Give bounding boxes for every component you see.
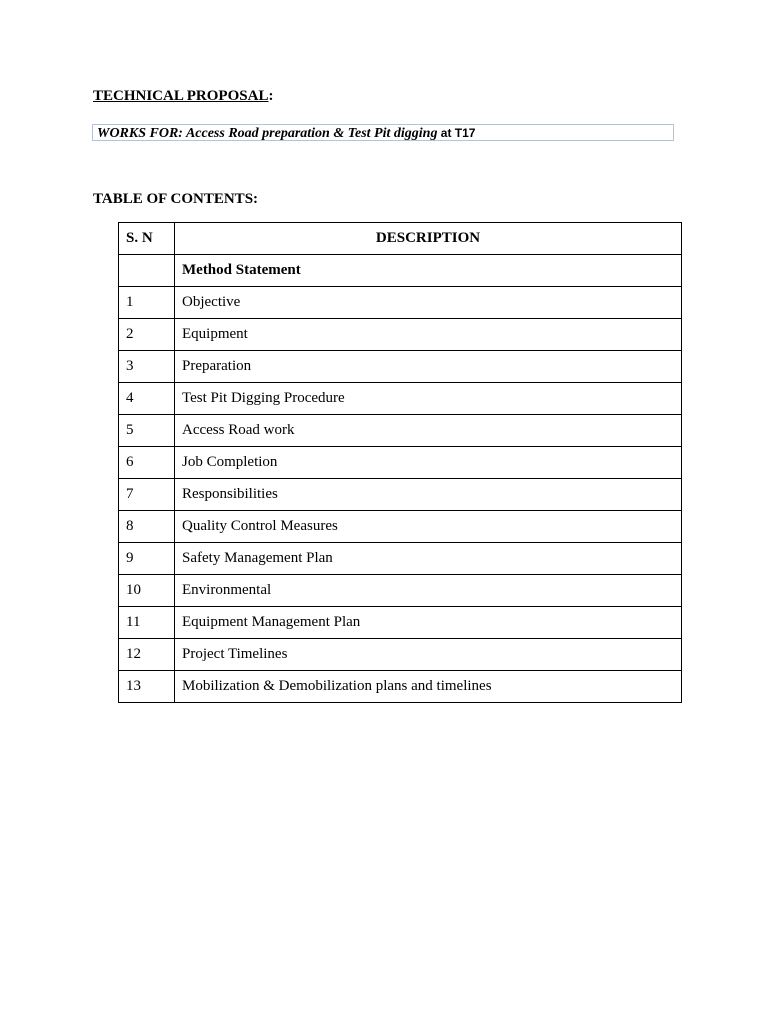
table-row	[119, 415, 682, 447]
table-row	[119, 479, 682, 511]
table-row	[119, 607, 682, 639]
toc-row-sn: 13	[119, 671, 175, 703]
toc-row-description: Test Pit Digging Procedure	[175, 383, 682, 415]
toc-row-sn: 2	[119, 319, 175, 351]
document-title	[93, 87, 273, 105]
toc-row-description: Responsibilities	[175, 479, 682, 511]
toc-heading: TABLE OF CONTENTS:	[93, 191, 259, 207]
toc-row-sn: 4	[119, 383, 175, 415]
works-for-label: WORKS FOR: Access Road preparation & Test Pit digging	[97, 126, 438, 141]
table-row	[119, 351, 682, 383]
toc-row-sn: 12	[119, 639, 175, 671]
table-row	[119, 383, 682, 415]
toc-row-description: Quality Control Measures	[175, 511, 682, 543]
toc-row-description: Safety Management Plan	[175, 543, 682, 575]
toc-section-heading: Method Statement	[175, 255, 682, 287]
toc-row-description: Objective	[175, 287, 682, 319]
table-row	[119, 639, 682, 671]
table-of-contents	[118, 222, 682, 703]
table-row	[119, 671, 682, 703]
document-title-colon: :	[268, 88, 274, 104]
table-row	[119, 543, 682, 575]
toc-row-sn: 9	[119, 543, 175, 575]
toc-row-sn: 6	[119, 447, 175, 479]
toc-row-sn: 11	[119, 607, 175, 639]
works-for-box	[92, 124, 674, 141]
document-title-text: TECHNICAL PROPOSAL	[93, 88, 269, 104]
toc-row-sn: 8	[119, 511, 175, 543]
toc-section-sn	[119, 255, 175, 287]
toc-row-sn: 1	[119, 287, 175, 319]
toc-row-description: Equipment Management Plan	[175, 607, 682, 639]
toc-row-description: Equipment	[175, 319, 682, 351]
toc-row-description: Preparation	[175, 351, 682, 383]
toc-row-sn: 7	[119, 479, 175, 511]
toc-header-sn: S. N	[119, 223, 175, 255]
toc-section-row	[119, 255, 682, 287]
table-row	[119, 287, 682, 319]
table-row	[119, 319, 682, 351]
toc-row-sn: 3	[119, 351, 175, 383]
toc-row-sn: 10	[119, 575, 175, 607]
table-row	[119, 447, 682, 479]
toc-row-description: Access Road work	[175, 415, 682, 447]
works-for-location: at T17	[437, 126, 476, 140]
table-row	[119, 575, 682, 607]
toc-row-description: Job Completion	[175, 447, 682, 479]
toc-row-sn: 5	[119, 415, 175, 447]
toc-header-description: DESCRIPTION	[175, 223, 682, 255]
toc-row-description: Project Timelines	[175, 639, 682, 671]
toc-row-description: Mobilization & Demobilization plans and timelines	[175, 671, 682, 703]
toc-header-row	[119, 223, 682, 255]
table-row	[119, 511, 682, 543]
toc-row-description: Environmental	[175, 575, 682, 607]
